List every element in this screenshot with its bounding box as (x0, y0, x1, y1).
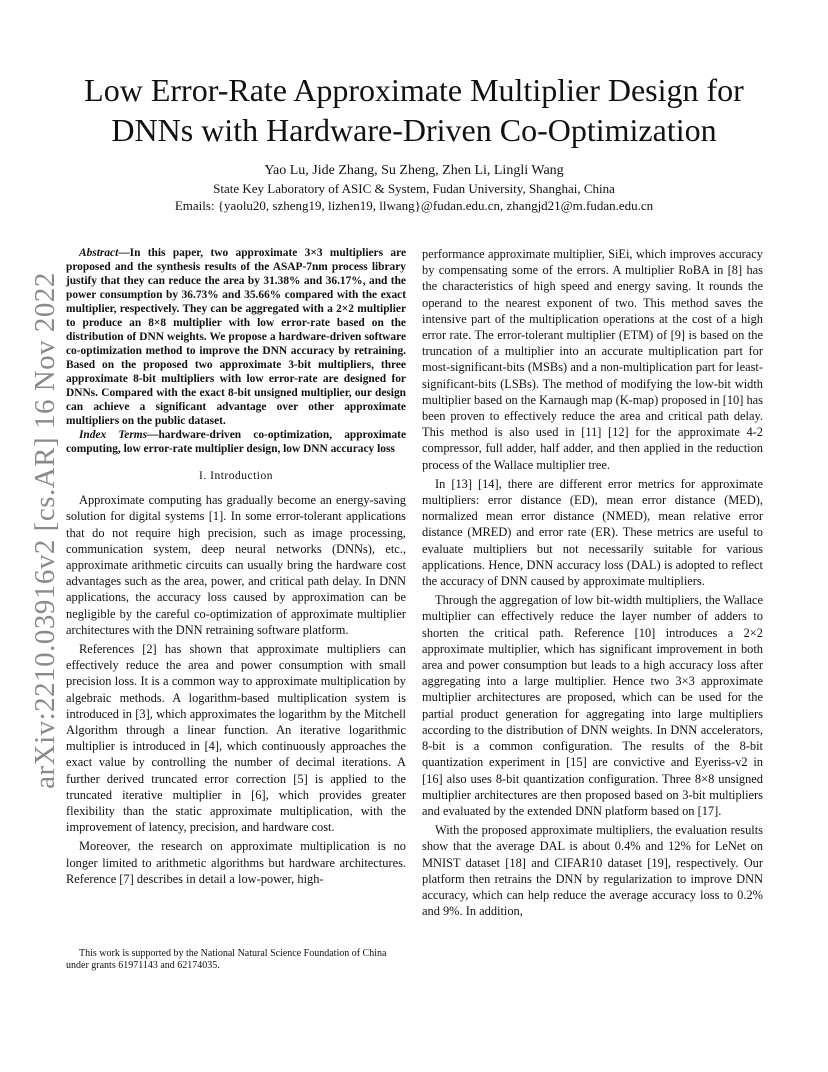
author-list: Yao Lu, Jide Zhang, Su Zheng, Zhen Li, Lingli Wang (264, 163, 564, 178)
affiliation: State Key Laboratory of ASIC & System, Fudan University, Shanghai, China (213, 181, 615, 196)
index-terms-label: Index Terms (79, 429, 148, 441)
body-paragraph: In [13] [14], there are different error metrics for approximate multipliers: error distance (ED), mean error distance (MED), normalized mean error distance (NMED), mean relative error distance (MRED) and error rate (ER). These metrics are useful to evaluate multipliers but not necessarily suitable for various applications. Hence, DNN accuracy loss (DAL) is adopted to reflect the accuracy of DNN caused by approximate multipliers. (422, 476, 763, 589)
section-heading-introduction: I. Introduction (199, 470, 273, 482)
abstract (66, 246, 406, 428)
funding-footnote: This work is supported by the National Natural Science Foundation of China under grants 61971143 and 62174035. (66, 948, 387, 972)
body-paragraph: Through the aggregation of low bit-width multipliers, the Wallace multiplier can effectively reduce the layer number of adders to shorten the critical path. Reference [10] introduces a 2×2 approximate multiplier, which has significant improvement in both area and power consumption but leads to a high accuracy loss after aggregating into a large multiplier. Hence two 3×3 approximate multiplier architectures are proposed, which can be used for the partial product generation for aggregating into large multipliers according to the distribution of DNN weights. In DNN accelerators, 8-bit is a common configuration. The results of the 8-bit quantization experiment in [15] are convictive and Eyeriss-v2 in [16] also uses 8-bit quantization configuration. Three 8×8 unsigned multiplier architectures are then proposed based on 3-bit multipliers and evaluated by the extended DNN platform based on [17]. (422, 593, 763, 818)
author-emails: Emails: {yaolu20, szheng19, lizhen19, llwang}@fudan.edu.cn, zhangjd21@m.fudan.edu.cn (174, 198, 654, 213)
paper-title: Low Error-Rate Approximate Multiplier Design for DNNs with Hardware-Driven Co-Optimization (84, 72, 744, 148)
index-terms (66, 428, 406, 456)
index-terms-text: —hardware-driven co-optimization, approximate computing, low error-rate multiplier design, low DNN accuracy loss (66, 429, 406, 455)
arxiv-identifier-text: arXiv:2210.03916v2 [cs.AR] 16 Nov 2022 (28, 271, 61, 789)
body-paragraph: Approximate computing has gradually become an energy-saving solution for digital systems [1]. In some error-tolerant applications that do not require high precision, such as image processing, communication system, deep neural networks (DNNs), etc., approximate arithmetic circuits can usually bring the hardware cost advantages such as the area, power, and critical path delay. In DNN applications, the accuracy loss caused by approximation can be negligible by the careful co-optimization of approximate multiplier architectures with the DNN retraining software platform. (66, 493, 406, 637)
body-paragraph: References [2] has shown that approximate multipliers can effectively reduce the area and power consumption with small precision loss. It is a common way to approximate multiplication by algebraic methods. A logarithm-based multiplication system is introduced in [3], which approximates the logarithm by the Mitchell Algorithm through a linear function. An iterative logarithmic multiplier is introduced in [4], which continuously approaches the exact value by controlling the number of decimal iterations. A further derived truncated error correction [5] is applied to the truncated iterative multiplier in [6], which provides greater flexibility than the static approximate multiplication, with the improvement of latency, precision, and hardware cost. (66, 642, 406, 835)
abstract-text: —In this paper, two approximate 3×3 multipliers are proposed and the synthesis results of the ASAP-7nm process library justify that they can reduce the area by 31.38% and 36.17%, and the power consumption by 36.73% and 35.66% compared with the exact multiplier, respectively. They can be aggregated with a 2×2 multiplier to produce an 8×8 multiplier with low error-rate based on the distribution of DNN weights. We propose a hardware-driven software co-optimization method to improve the DNN accuracy by retraining. Based on the proposed two approximate 3-bit multipliers, three approximate 8-bit multipliers with low error-rate are designed for DNNs. Compared with the exact 8-bit unsigned multiplier, our design can achieve a significant advantage over other approximate multipliers on the public dataset. (66, 247, 406, 427)
body-paragraph: Moreover, the research on approximate multiplication is no longer limited to arithmetic algorithms but hardware architectures. Reference [7] describes in detail a low-power, high- (66, 839, 406, 886)
body-paragraph: With the proposed approximate multipliers, the evaluation results show that the average DAL is about 0.4% and 12% for LeNet on MNIST dataset [18] and CIFAR10 dataset [19], respectively. Our platform then retrains the DNN by regularization to improve DNN accuracy, which can help reduce the average accuracy loss to 0.2% and 9%. In addition, (422, 823, 763, 919)
left-column (66, 246, 406, 887)
right-column (422, 246, 763, 919)
arxiv-identifier-stamp (28, 271, 62, 789)
body-paragraph: performance approximate multiplier, SiEi, which improves accuracy by compensating some of the errors. A multiplier RoBA in [8] has the characteristics of high speed and energy saving. It rounds the operand to the nearest exponent of two. This method saves the intensive part of the multiplication operations at the cost of a high error rate. The error-tolerant multiplier (ETM) of [9] is based on the truncation of a multiplier into an accurate multiplication part for most-significant-bits (MSBs) and a non-multiplication part for least-significant-bits (LSBs). The method of modifying the low-bit width multiplier based on the Karnaugh map (K-map) proposed in [10] has been proven to effectively reduce the area and critical path delay. This method is also used in [11] [12] for the approximate 4-2 compressor, full adder, half adder, and then applied in the reduction process of the Wallace multiplier tree. (422, 247, 763, 472)
abstract-label: Abstract (79, 247, 119, 259)
